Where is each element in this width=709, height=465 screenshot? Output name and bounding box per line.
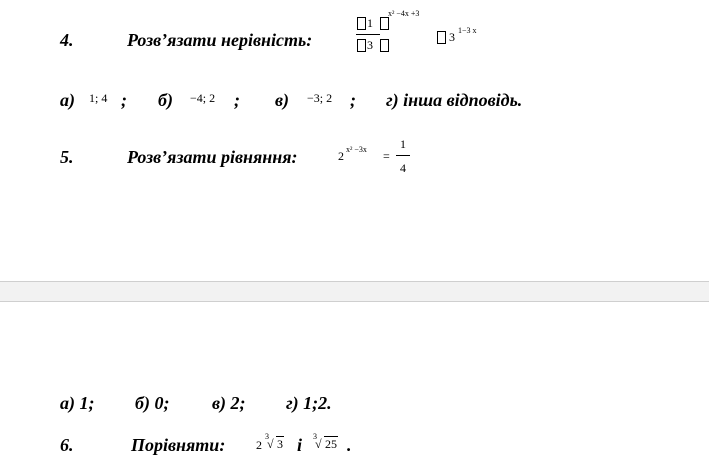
- rhs-base: 3: [449, 30, 455, 44]
- radicand-2: 25: [325, 437, 337, 451]
- answer-b-label: б): [158, 90, 173, 110]
- answer-b-value: −4; 2: [190, 91, 216, 105]
- semicolon: ;: [350, 90, 356, 110]
- problem-5-prompt: Розв’язати рівняння:: [127, 147, 298, 167]
- equals-sign: =: [383, 149, 390, 163]
- coefficient: 2: [256, 438, 262, 452]
- fraction-bar: [396, 155, 410, 156]
- radical-sign-icon: √: [267, 437, 274, 451]
- base-denominator: 3: [367, 38, 373, 52]
- base-numerator: 1: [367, 16, 373, 30]
- missing-glyph-icon: [437, 31, 446, 44]
- page-separator: [0, 281, 709, 302]
- answer-a-value: 1; 4: [89, 91, 108, 105]
- answer5-a: а) 1;: [60, 393, 95, 413]
- missing-glyph-icon: [357, 39, 366, 52]
- answer-v-value: −3; 2: [307, 91, 333, 105]
- answer-g: г) інша відповідь.: [386, 90, 523, 110]
- answer-a-label: а): [60, 90, 75, 110]
- answer5-g: г) 1;2.: [286, 393, 332, 413]
- answer5-v: в) 2;: [212, 393, 246, 413]
- fraction-numerator: 1: [400, 137, 406, 151]
- answer5-b: б) 0;: [135, 393, 170, 413]
- missing-glyph-icon: [380, 17, 389, 30]
- exponent-5: x² −3x: [346, 145, 367, 154]
- radicand-1: 3: [277, 437, 283, 451]
- problem-4-prompt: Розв’язати нерівність:: [127, 30, 313, 50]
- radical-sign-icon: √: [315, 437, 322, 451]
- root-index-2: 3: [313, 432, 317, 441]
- missing-glyph-icon: [357, 17, 366, 30]
- fraction-denominator: 4: [400, 161, 406, 175]
- problem-5-number: 5.: [60, 147, 74, 167]
- problem-6-prompt: Порівняти:: [131, 435, 226, 455]
- rhs-exponent: 1−3 x: [458, 26, 477, 35]
- problem-6-number: 6.: [60, 435, 74, 455]
- missing-glyph-icon: [380, 39, 389, 52]
- exponent-4: x² −4x +3: [388, 9, 420, 18]
- semicolon: ;: [121, 90, 127, 110]
- conjunction: і: [297, 435, 303, 455]
- base-fraction-bar: [356, 34, 380, 35]
- problem-4-number: 4.: [60, 30, 74, 50]
- root-index-1: 3: [265, 432, 269, 441]
- answer-v-label: в): [275, 90, 290, 110]
- base-2: 2: [338, 149, 344, 163]
- period: .: [347, 435, 352, 455]
- semicolon: ;: [234, 90, 240, 110]
